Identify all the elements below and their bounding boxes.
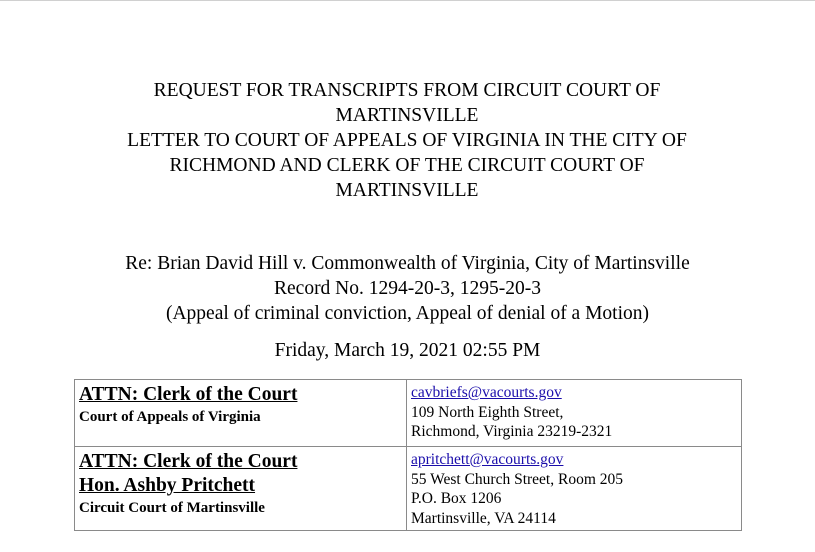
court-name: Circuit Court of Martinsville <box>79 500 265 516</box>
recipient-cell <box>75 380 407 447</box>
top-divider <box>0 0 815 1</box>
case-caption: Re: Brian David Hill v. Commonwealth of Virginia, City of Martinsville <box>125 253 690 274</box>
attn-heading: ATTN: Clerk of the Court <box>79 384 298 405</box>
address-cell <box>407 447 742 531</box>
title-line: RICHMOND AND CLERK OF THE CIRCUIT COURT OF <box>169 155 645 176</box>
case-description: (Appeal of criminal conviction, Appeal of denial of a Motion) <box>165 303 650 324</box>
recipient-cell <box>75 447 407 531</box>
case-reference <box>0 251 815 326</box>
address-line: Martinsville, VA 24114 <box>411 509 556 527</box>
table-row <box>75 380 742 447</box>
record-number: Record No. 1294-20-3, 1295-20-3 <box>274 278 541 299</box>
title-line: MARTINSVILLE <box>335 105 479 126</box>
address-line: Richmond, Virginia 23219-2321 <box>411 423 613 440</box>
clerk-name: Hon. Ashby Pritchett <box>79 475 256 496</box>
recipients-table <box>74 379 742 531</box>
address-line: 55 West Church Street, Room 205 <box>411 470 624 488</box>
attn-heading: ATTN: Clerk of the Court <box>79 451 298 472</box>
email-link[interactable]: cavbriefs@vacourts.gov <box>411 384 562 401</box>
title-line: MARTINSVILLE <box>335 180 479 201</box>
address-cell <box>407 380 742 447</box>
email-link[interactable]: apritchett@vacourts.gov <box>411 451 564 468</box>
address-line: 109 North Eighth Street, <box>411 403 564 421</box>
letter-date: Friday, March 19, 2021 02:55 PM <box>274 340 541 361</box>
title-line: LETTER TO COURT OF APPEALS OF VIRGINIA IN THE CITY OF <box>127 130 687 151</box>
table-row <box>75 447 742 531</box>
title-line: REQUEST FOR TRANSCRIPTS FROM CIRCUIT COURT OF <box>153 80 661 101</box>
document-title <box>60 78 754 203</box>
court-name: Court of Appeals of Virginia <box>79 409 261 425</box>
address-line: P.O. Box 1206 <box>411 490 502 507</box>
